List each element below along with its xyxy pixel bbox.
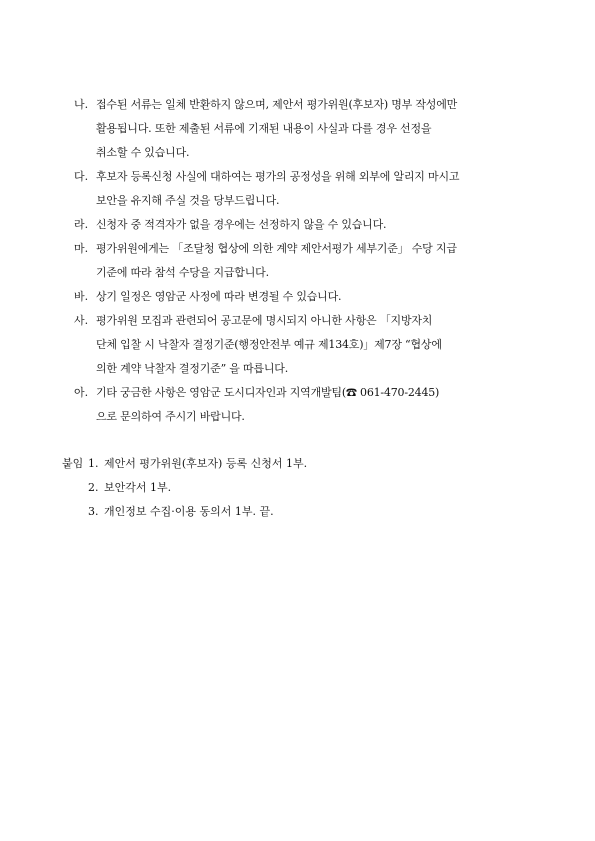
item-body (96, 309, 544, 381)
attachment-text: 제안서 평가위원(후보자) 등록 신청서 1부. (104, 457, 308, 470)
item-body (96, 165, 544, 213)
attachment-entry (62, 452, 542, 476)
list-item (74, 213, 544, 237)
notice-items-list (74, 93, 544, 429)
list-item (74, 309, 544, 381)
attachments-label: 붙임 (62, 457, 84, 470)
attachment-entry (62, 500, 542, 524)
item-line: 의한 계약 낙찰자 결정기준” 을 따릅니다. (96, 362, 289, 375)
item-body (96, 213, 544, 237)
item-line: 보안을 유지해 주실 것을 당부드립니다. (96, 194, 280, 207)
item-line: 평가위원 모집과 관련되어 공고문에 명시되지 아니한 사항은 「지방자치 (96, 314, 433, 327)
attachment-indent (62, 476, 88, 500)
list-item (74, 381, 544, 429)
item-body (96, 237, 544, 285)
list-item (74, 237, 544, 285)
attachment-entry (62, 476, 542, 500)
item-line: 상기 일정은 영암군 사정에 따라 변경될 수 있습니다. (96, 290, 342, 303)
item-line: 으로 문의하여 주시기 바랍니다. (96, 410, 245, 423)
attachment-text: 보안각서 1부. (104, 481, 172, 494)
attachment-text: 개인정보 수집·이용 동의서 1부. 끝. (104, 505, 274, 518)
item-marker: 바. (74, 290, 89, 303)
attachment-number: 1. (88, 457, 99, 470)
attachments-section (62, 452, 542, 524)
item-marker: 아. (74, 386, 89, 399)
item-line: 기준에 따라 참석 수당을 지급합니다. (96, 266, 269, 279)
list-item (74, 285, 544, 309)
item-body (96, 285, 544, 309)
item-line: 평가위원에게는 「조달청 협상에 의한 계약 제안서평가 세부기준」 수당 지급 (96, 242, 457, 255)
item-marker: 라. (74, 218, 89, 231)
item-marker: 마. (74, 242, 89, 255)
item-line: 접수된 서류는 일체 반환하지 않으며, 제안서 평가위원(후보자) 명부 작성에만 (96, 98, 458, 111)
item-line: 활용됩니다. 또한 제출된 서류에 기재된 내용이 사실과 다를 경우 선정을 (96, 122, 432, 135)
item-marker: 사. (74, 314, 89, 327)
item-marker: 다. (74, 170, 89, 183)
list-item (74, 93, 544, 165)
item-body (96, 93, 544, 165)
list-item (74, 165, 544, 213)
item-marker: 나. (74, 98, 89, 111)
item-line: 기타 궁금한 사항은 영암군 도시디자인과 지역개발팀(☎ 061-470-2445) (96, 386, 440, 399)
item-line: 단체 입찰 시 낙찰자 결정기준(행정안전부 예규 제134호)」제7장 “협상에 (96, 338, 442, 351)
item-line: 후보자 등록신청 사실에 대하여는 평가의 공정성을 위해 외부에 알리지 마시고 (96, 170, 460, 183)
attachment-indent (62, 500, 88, 524)
item-body (96, 381, 544, 429)
item-line: 취소할 수 있습니다. (96, 146, 190, 159)
attachment-number: 3. (88, 505, 99, 518)
item-line: 신청자 중 적격자가 없을 경우에는 선정하지 않을 수 있습니다. (96, 218, 387, 231)
attachment-number: 2. (88, 481, 99, 494)
